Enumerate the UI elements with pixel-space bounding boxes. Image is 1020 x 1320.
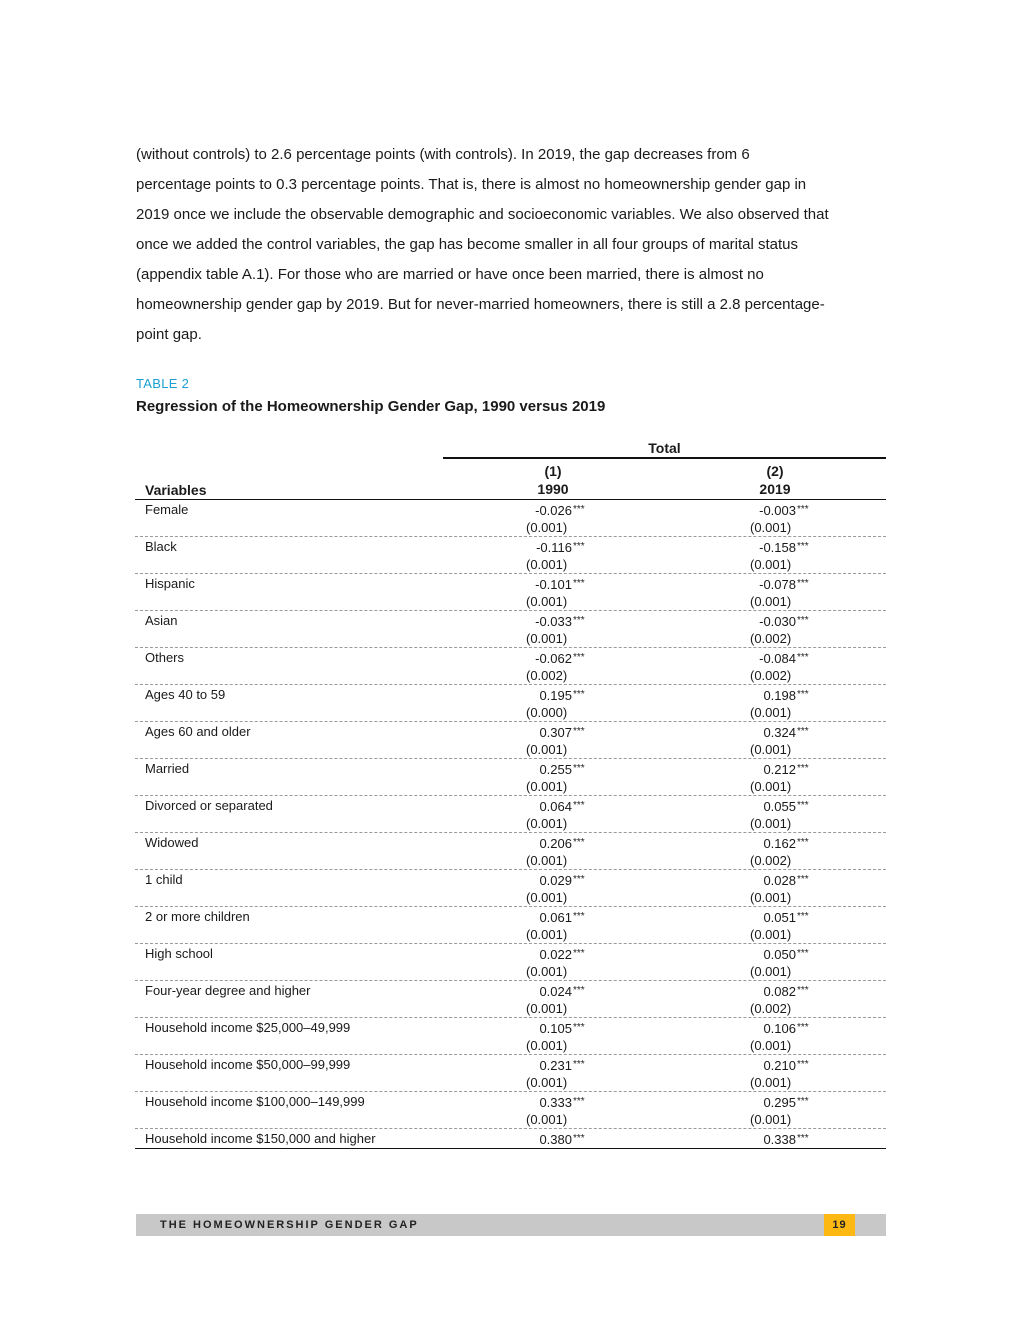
table-row (135, 833, 886, 870)
standard-error: (0.001) (750, 890, 792, 905)
coefficient-value: 0.206 (539, 836, 572, 851)
variable-name: Household income $50,000–99,999 (145, 1057, 351, 1072)
coefficient (750, 760, 809, 778)
coefficient (750, 982, 809, 1000)
table-row (135, 722, 886, 759)
standard-error: (0.001) (526, 1112, 568, 1127)
coefficient (526, 1130, 585, 1148)
standard-error: (0.001) (750, 594, 792, 609)
page-footer (136, 1214, 886, 1236)
coefficient-value: -0.101 (535, 577, 572, 592)
table-row (135, 1055, 886, 1092)
coefficient-value: 0.307 (539, 725, 572, 740)
paragraph-line: 2019 once we include the observable demographic and socioeconomic variables. We also observed that (136, 206, 829, 223)
coefficient-value: 0.324 (763, 725, 796, 740)
column-number: (1) (544, 463, 562, 479)
body-paragraph (136, 140, 888, 350)
variable-name: Ages 60 and older (145, 724, 251, 739)
coefficient (750, 797, 809, 815)
significance-stars: *** (573, 1059, 585, 1070)
coefficient (750, 686, 809, 704)
table-row (135, 648, 886, 685)
significance-stars: *** (573, 504, 585, 515)
significance-stars: *** (573, 911, 585, 922)
column-header-2019 (715, 462, 835, 498)
coefficient-value: 0.051 (763, 910, 796, 925)
coefficient (750, 1093, 809, 1111)
coefficient-value: -0.078 (759, 577, 796, 592)
paragraph-line: (without controls) to 2.6 percentage points (with controls). In 2019, the gap decreases from 6 (136, 146, 750, 163)
table-row (135, 981, 886, 1018)
significance-stars: *** (797, 837, 809, 848)
table-row (135, 611, 886, 648)
column-header-1990 (493, 462, 613, 498)
standard-error: (0.001) (750, 927, 792, 942)
coefficient (750, 908, 809, 926)
significance-stars: *** (797, 689, 809, 700)
standard-error: (0.001) (526, 594, 568, 609)
coefficient-value: 0.024 (539, 984, 572, 999)
coefficient-value: 0.106 (763, 1021, 796, 1036)
table-row (135, 944, 886, 981)
table-row (135, 1018, 886, 1055)
significance-stars: *** (573, 615, 585, 626)
table-row (135, 870, 886, 907)
standard-error: (0.001) (526, 1038, 568, 1053)
standard-error: (0.001) (526, 816, 568, 831)
coefficient (750, 1019, 809, 1037)
table-row (135, 1129, 886, 1149)
significance-stars: *** (573, 985, 585, 996)
standard-error: (0.001) (750, 816, 792, 831)
variable-name: 1 child (145, 872, 183, 887)
standard-error: (0.001) (750, 779, 792, 794)
variable-name: High school (145, 946, 213, 961)
coefficient-value: 0.105 (539, 1021, 572, 1036)
coefficient-value: 0.295 (763, 1095, 796, 1110)
standard-error: (0.001) (526, 853, 568, 868)
coefficient-value: 0.061 (539, 910, 572, 925)
standard-error: (0.002) (526, 668, 568, 683)
standard-error: (0.001) (750, 557, 792, 572)
significance-stars: *** (797, 1022, 809, 1033)
coefficient (750, 723, 809, 741)
standard-error: (0.001) (526, 890, 568, 905)
table-row (135, 907, 886, 944)
significance-stars: *** (797, 948, 809, 959)
paragraph-line: point gap. (136, 326, 202, 343)
significance-stars: *** (797, 874, 809, 885)
standard-error: (0.001) (750, 1112, 792, 1127)
coefficient (526, 649, 585, 667)
coefficient (750, 945, 809, 963)
standard-error: (0.001) (526, 520, 568, 535)
table-row (135, 574, 886, 611)
significance-stars: *** (797, 504, 809, 515)
coefficient (526, 834, 585, 852)
column-year: 1990 (537, 481, 569, 497)
table-row (135, 759, 886, 796)
table-body (135, 500, 886, 1149)
paragraph-line: percentage points to 0.3 percentage points. That is, there is almost no homeownership gender gap in (136, 176, 807, 193)
coefficient-value: 0.210 (763, 1058, 796, 1073)
coefficient (526, 760, 585, 778)
significance-stars: *** (797, 763, 809, 774)
significance-stars: *** (797, 985, 809, 996)
standard-error: (0.001) (526, 964, 568, 979)
significance-stars: *** (797, 911, 809, 922)
paragraph-line: once we added the control variables, the gap has become smaller in all four groups of marital status (136, 236, 799, 253)
variable-name: Asian (145, 613, 178, 628)
standard-error: (0.002) (750, 631, 792, 646)
group-header-total: Total (443, 440, 886, 459)
coefficient-value: 0.195 (539, 688, 572, 703)
standard-error: (0.001) (526, 1075, 568, 1090)
coefficient (526, 982, 585, 1000)
page-number-badge: 19 (824, 1214, 855, 1236)
standard-error: (0.001) (750, 1075, 792, 1090)
coefficient-value: -0.062 (535, 651, 572, 666)
coefficient-value: 0.338 (763, 1132, 796, 1147)
standard-error: (0.001) (526, 557, 568, 572)
table-row (135, 500, 886, 537)
table-title: Regression of the Homeownership Gender Gap, 1990 versus 2019 (136, 398, 606, 415)
coefficient (750, 1056, 809, 1074)
coefficient-value: 0.050 (763, 947, 796, 962)
coefficient-value: -0.033 (535, 614, 572, 629)
coefficient (526, 612, 585, 630)
coefficient-value: 0.212 (763, 762, 796, 777)
coefficient (526, 1019, 585, 1037)
significance-stars: *** (797, 800, 809, 811)
variable-name: Black (145, 539, 177, 554)
coefficient (750, 649, 809, 667)
paragraph-line: homeownership gender gap by 2019. But for never-married homeowners, there is still a 2.8 percentage- (136, 296, 825, 313)
significance-stars: *** (573, 837, 585, 848)
coefficient-value: 0.082 (763, 984, 796, 999)
variable-name: Household income $100,000–149,999 (145, 1094, 365, 1109)
coefficient-value: -0.030 (759, 614, 796, 629)
coefficient (526, 1093, 585, 1111)
coefficient-value: -0.003 (759, 503, 796, 518)
significance-stars: *** (573, 1096, 585, 1107)
significance-stars: *** (573, 763, 585, 774)
significance-stars: *** (797, 1059, 809, 1070)
significance-stars: *** (573, 541, 585, 552)
significance-stars: *** (573, 578, 585, 589)
table-row (135, 1092, 886, 1129)
coefficient-value: 0.064 (539, 799, 572, 814)
standard-error: (0.001) (526, 631, 568, 646)
significance-stars: *** (797, 726, 809, 737)
variable-name: Divorced or separated (145, 798, 273, 813)
coefficient (526, 908, 585, 926)
column-number: (2) (766, 463, 784, 479)
standard-error: (0.001) (526, 927, 568, 942)
significance-stars: *** (573, 726, 585, 737)
standard-error: (0.001) (526, 779, 568, 794)
variable-name: Female (145, 502, 189, 517)
significance-stars: *** (797, 615, 809, 626)
coefficient (750, 612, 809, 630)
variable-name: Four-year degree and higher (145, 983, 311, 998)
variable-name: Widowed (145, 835, 199, 850)
coefficient (526, 501, 585, 519)
coefficient (526, 945, 585, 963)
coefficient-value: 0.028 (763, 873, 796, 888)
significance-stars: *** (573, 800, 585, 811)
standard-error: (0.002) (750, 1001, 792, 1016)
standard-error: (0.001) (750, 964, 792, 979)
coefficient (526, 1056, 585, 1074)
significance-stars: *** (573, 1022, 585, 1033)
column-year: 2019 (759, 481, 791, 497)
significance-stars: *** (573, 689, 585, 700)
significance-stars: *** (573, 1133, 585, 1144)
table-label: TABLE 2 (136, 376, 190, 391)
coefficient (750, 538, 809, 556)
coefficient-value: 0.198 (763, 688, 796, 703)
coefficient-value: 0.055 (763, 799, 796, 814)
coefficient-value: 0.333 (539, 1095, 572, 1110)
significance-stars: *** (573, 874, 585, 885)
coefficient (750, 1130, 809, 1148)
standard-error: (0.001) (750, 742, 792, 757)
coefficient (526, 686, 585, 704)
coefficient-value: 0.162 (763, 836, 796, 851)
variable-name: Hispanic (145, 576, 195, 591)
significance-stars: *** (797, 578, 809, 589)
table-row (135, 537, 886, 574)
significance-stars: *** (797, 1133, 809, 1144)
variable-name: Married (145, 761, 190, 776)
variable-name: Others (145, 650, 185, 665)
coefficient-value: -0.026 (535, 503, 572, 518)
coefficient (526, 797, 585, 815)
coefficient-value: 0.029 (539, 873, 572, 888)
coefficient (750, 501, 809, 519)
table-header (135, 440, 886, 500)
variable-name: Household income $150,000 and higher (145, 1131, 376, 1146)
standard-error: (0.001) (750, 1038, 792, 1053)
standard-error: (0.001) (526, 742, 568, 757)
coefficient (750, 834, 809, 852)
standard-error: (0.001) (526, 1001, 568, 1016)
standard-error: (0.002) (750, 853, 792, 868)
significance-stars: *** (573, 948, 585, 959)
variable-name: Ages 40 to 59 (145, 687, 226, 702)
coefficient-value: 0.022 (539, 947, 572, 962)
regression-table (135, 440, 886, 1149)
coefficient (526, 575, 585, 593)
variables-header: Variables (145, 482, 207, 498)
coefficient (750, 871, 809, 889)
coefficient-value: -0.084 (759, 651, 796, 666)
table-row (135, 685, 886, 722)
coefficient (526, 538, 585, 556)
coefficient-value: 0.380 (539, 1132, 572, 1147)
table-row (135, 796, 886, 833)
coefficient (526, 871, 585, 889)
paragraph-line: (appendix table A.1). For those who are married or have once been married, there is almost no (136, 266, 764, 283)
standard-error: (0.001) (750, 705, 792, 720)
standard-error: (0.001) (750, 520, 792, 535)
coefficient-value: 0.231 (539, 1058, 572, 1073)
coefficient-value: -0.116 (536, 540, 572, 555)
standard-error: (0.002) (750, 668, 792, 683)
standard-error: (0.000) (526, 705, 568, 720)
variable-name: 2 or more children (145, 909, 250, 924)
coefficient (750, 575, 809, 593)
coefficient (526, 723, 585, 741)
significance-stars: *** (573, 652, 585, 663)
variable-name: Household income $25,000–49,999 (145, 1020, 351, 1035)
coefficient-value: -0.158 (759, 540, 796, 555)
coefficient-value: 0.255 (539, 762, 572, 777)
footer-title: THE HOMEOWNERSHIP GENDER GAP (160, 1219, 419, 1231)
significance-stars: *** (797, 652, 809, 663)
significance-stars: *** (797, 1096, 809, 1107)
significance-stars: *** (797, 541, 809, 552)
